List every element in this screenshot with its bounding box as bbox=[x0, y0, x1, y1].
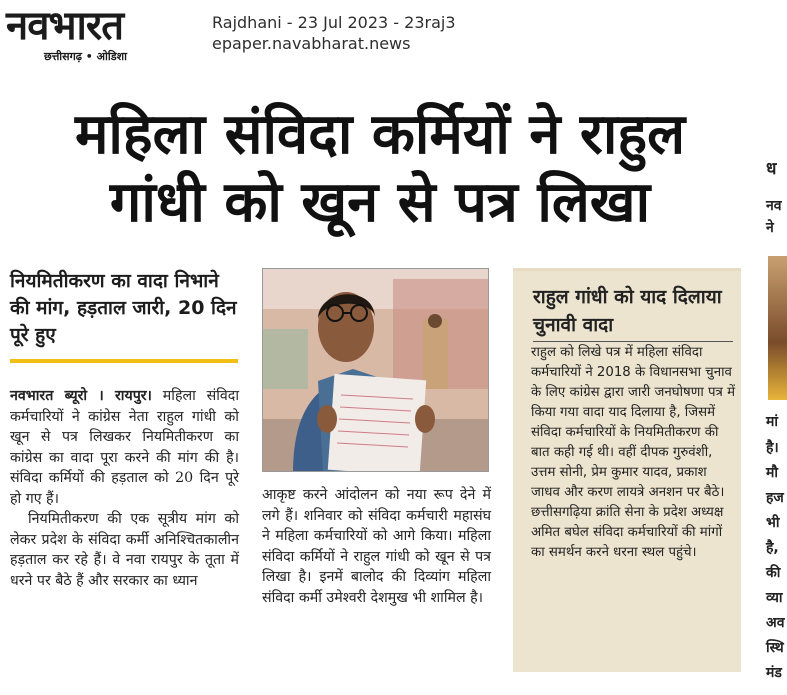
side-fragment: भी bbox=[766, 515, 780, 531]
adjacent-article-cutoff bbox=[764, 150, 787, 695]
article-paragraph-1 bbox=[10, 386, 239, 509]
logo-text: नवभारत bbox=[6, 2, 124, 49]
subheadline: नियमितीकरण का वादा निभाने की मांग, हड़ताल जारी, 20 दिन पूरे हुए bbox=[10, 270, 237, 346]
sidebar-box bbox=[513, 268, 741, 672]
subheadline-underline bbox=[10, 359, 238, 363]
article-photo bbox=[262, 268, 489, 472]
protester-holding-letter-image bbox=[263, 269, 489, 472]
side-fragment: है, bbox=[766, 540, 779, 556]
side-fragment: नव bbox=[766, 198, 782, 214]
logo-subtitle: छत्तीसगढ़ • ओडिशा bbox=[44, 50, 127, 63]
subheadline-block bbox=[10, 268, 242, 349]
box-text: राहुल को लिखे पत्र में महिला संविदा कर्मचारियों ने 2018 के विधानसभा चुनाव के लिए कांग्रेस द्वारा जारी जनघोषणा पत्र में किया गया वादा याद दिलाया है, जिसमें संविदा कर्मचारियों के नियमितीकरण की बात कही गई थी। वहीं दीपक गुरुवंशी, उत्तम सोनी, प्रेम कुमार यादव, प्रकाश जाधव और करण लायत्रे अनशन पर बैठे। छत्तीसगढ़िया क्रांति सेना के प्रदेश अध्यक्ष अमित बघेल संविदा कर्मचारियों की मांगों का समर्थन करने धरना स्थल पहुंचे। bbox=[531, 345, 736, 560]
side-fragment: व्या bbox=[766, 590, 783, 606]
box-title-rule bbox=[533, 341, 733, 342]
epaper-site: epaper.navabharat.news bbox=[212, 34, 411, 53]
main-headline bbox=[0, 100, 760, 236]
side-fragment: ध bbox=[766, 159, 777, 179]
headline-line-2: गांधी को खून से पत्र लिखा bbox=[109, 169, 651, 235]
side-fragment: मां bbox=[766, 414, 778, 430]
byline: नवभारत ब्यूरो । रायपुर। bbox=[10, 388, 152, 404]
newspaper-logo bbox=[6, 4, 196, 62]
paragraph-1-text: महिला संविदा कर्मचारियों ने कांग्रेस नेता राहुल गांधी को खून से पत्र लिखकर नियमितीकरण का कांग्रेस का वादा पूरा करने की मांग की है। संविदा कर्मियों की हड़ताल को 20 दिन पूरे हो गए हैं। bbox=[10, 388, 239, 507]
side-fragment: ने bbox=[766, 220, 774, 236]
side-fragment: मंड bbox=[766, 665, 782, 681]
next-headline-cutoff bbox=[0, 684, 787, 695]
side-fragment: अव bbox=[766, 615, 785, 631]
adjacent-article-photo bbox=[768, 256, 787, 400]
side-fragment: स्थि bbox=[766, 640, 784, 656]
box-title: राहुल गांधी को याद दिलाया चुनावी वादा bbox=[533, 286, 722, 336]
side-fragment: मौ bbox=[766, 465, 778, 481]
article-paragraph-2: नियमितीकरण की एक सूत्रीय मांग को लेकर प्रदेश के संविदा कर्मी अनिश्चितकालीन हड़ताल कर रहे हैं। वे नवा रायपुर के तूता में धरने पर बैठे हैं और सरकार का ध्यान bbox=[10, 511, 239, 589]
side-fragment: की bbox=[766, 565, 781, 581]
headline-line-1: महिला संविदा कर्मियों ने राहुल bbox=[74, 101, 686, 167]
side-fragment: हज bbox=[766, 490, 784, 506]
edition-line: Rajdhani - 23 Jul 2023 - 23raj3 bbox=[212, 13, 456, 32]
side-fragment: है। bbox=[766, 440, 779, 456]
article-column-2: आकृष्ट करने आंदोलन को नया रूप देने में लगे हैं। शनिवार को संविदा कर्मचारी महासंघ ने महिला कर्मचारियों को आगे किया। महिला संविदा कर्मियों ने राहुल गांधी को खून से पत्र लिखा है। इनमें बालोद की दिव्यांग महिला संविदा कर्मी उमेश्वरी देशमुख भी शामिल है। bbox=[262, 487, 491, 606]
article-column-1 bbox=[10, 386, 239, 591]
masthead bbox=[0, 0, 787, 64]
cut-off-text-strip bbox=[0, 60, 787, 70]
